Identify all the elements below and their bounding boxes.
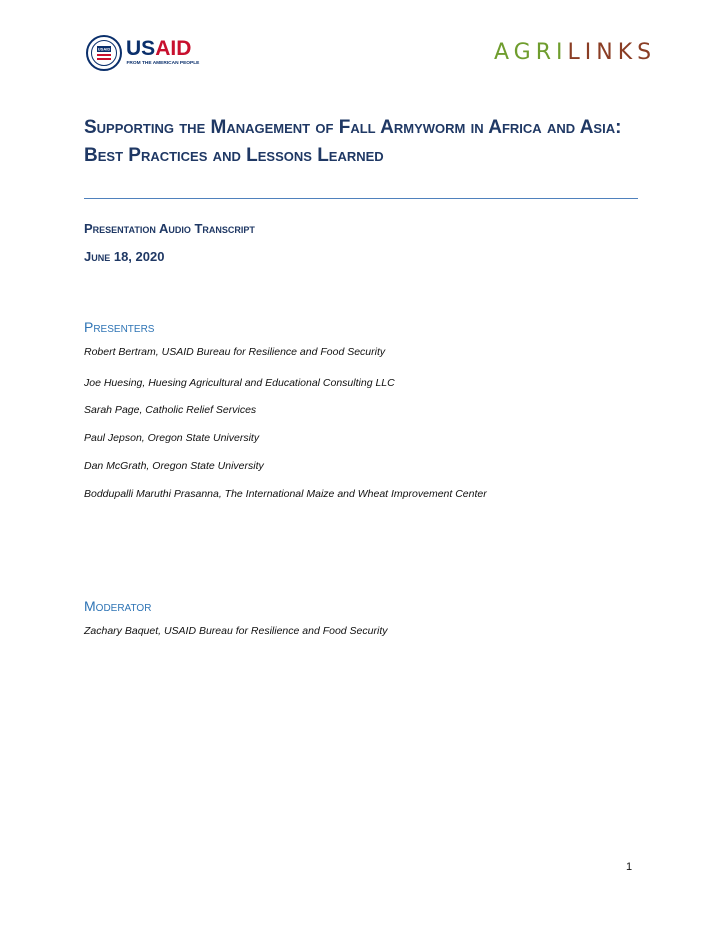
document-date: June 18, 2020 bbox=[84, 249, 165, 264]
presenter-item: Boddupalli Maruthi Prasanna, The International Maize and Wheat Improvement Center bbox=[84, 488, 487, 500]
presenter-item: Sarah Page, Catholic Relief Services bbox=[84, 404, 257, 416]
usaid-tagline: FROM THE AMERICAN PEOPLE bbox=[126, 61, 200, 66]
usaid-seal-icon bbox=[86, 33, 208, 73]
usaid-logo-text: USAID bbox=[126, 37, 192, 60]
moderator-item: Zachary Baquet, USAID Bureau for Resilience and Food Security bbox=[84, 625, 388, 637]
usaid-logo bbox=[86, 33, 208, 73]
presenters-heading: Presenters bbox=[84, 319, 155, 335]
document-title: Supporting the Management of Fall Armyworm in Africa and Asia: Best Practices and Lessons Learned bbox=[84, 117, 622, 166]
presenter-item: Robert Bertram, USAID Bureau for Resilience and Food Security bbox=[84, 346, 386, 358]
usaid-seal-text: USAID bbox=[97, 46, 111, 52]
title-divider bbox=[84, 198, 638, 199]
page-number: 1 bbox=[626, 861, 633, 873]
agrilinks-logo-links: LINKS bbox=[567, 40, 657, 65]
agrilinks-logo-agri: AGRI bbox=[494, 40, 568, 65]
presenter-item: Paul Jepson, Oregon State University bbox=[84, 432, 260, 444]
presenter-item: Joe Huesing, Huesing Agricultural and Educational Consulting LLC bbox=[84, 377, 395, 389]
moderator-heading: Moderator bbox=[84, 598, 152, 614]
document-subtitle: Presentation Audio Transcript bbox=[84, 221, 255, 236]
agrilinks-logo bbox=[494, 38, 656, 68]
presenter-item: Dan McGrath, Oregon State University bbox=[84, 460, 264, 472]
